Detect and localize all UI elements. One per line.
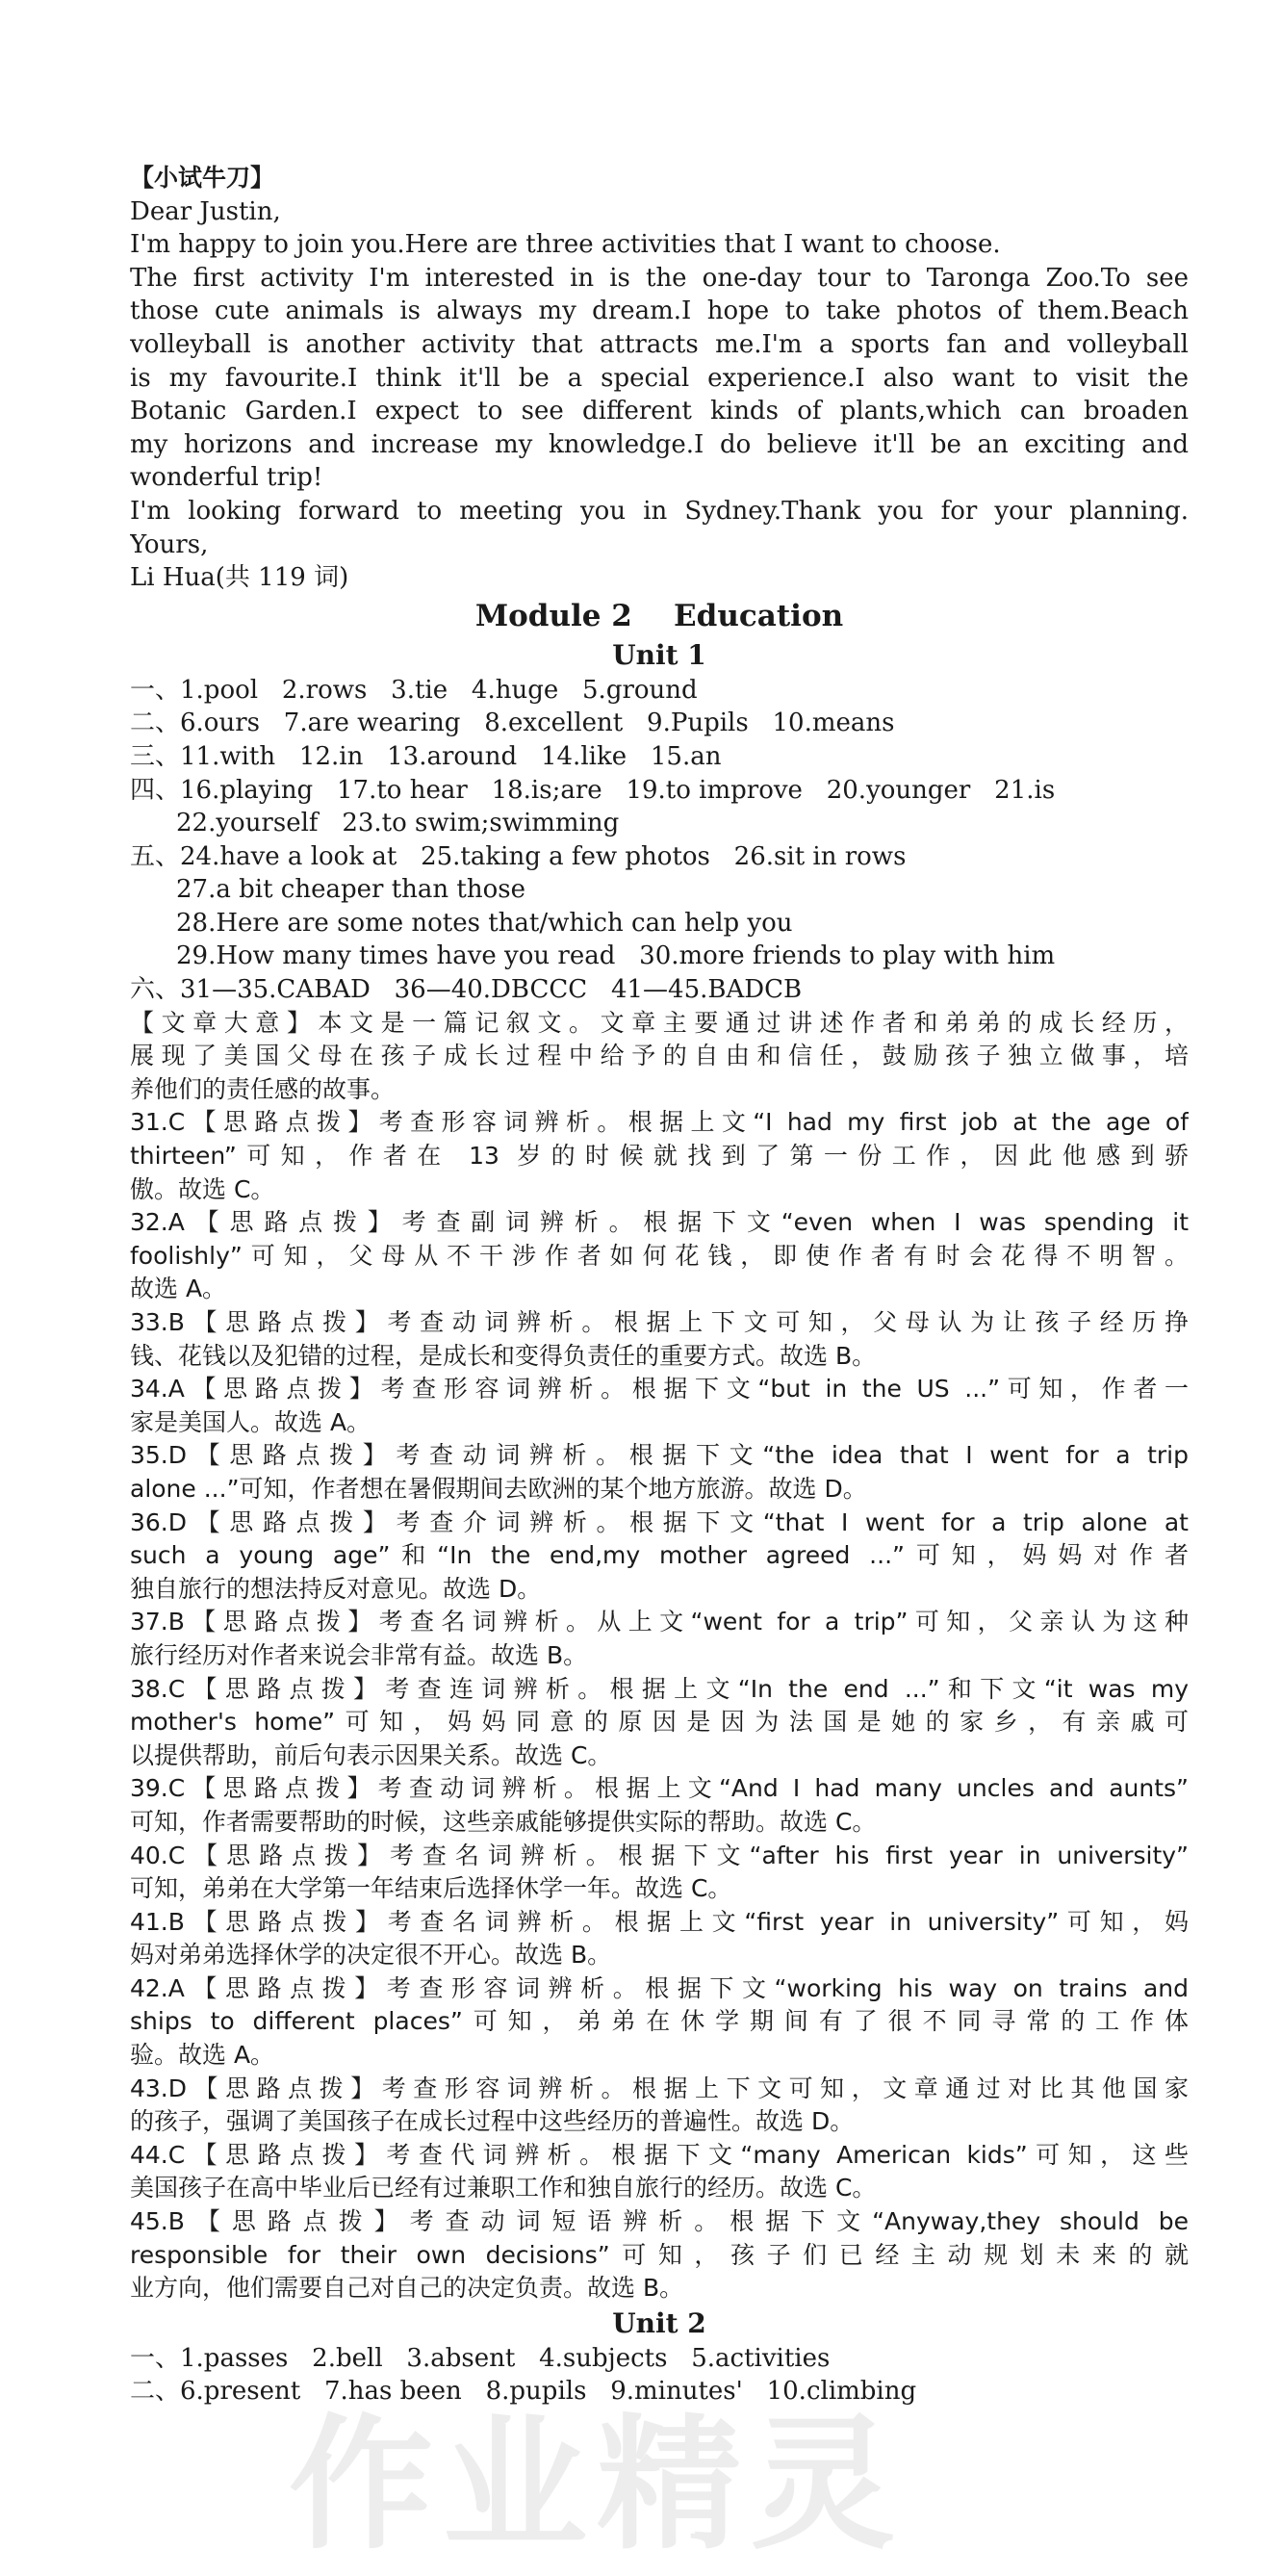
answer-row: 四、16.playing 17.to hear 18.is;are 19.to improve 20.younger 21.is [130,775,1056,805]
answer-row: 22.yourself 23.to swim;swimming [176,809,620,838]
explanation-line: 35.D【思路点拨】考查动词辨析。根据下文“the idea that I went for a trip [130,1441,1189,1470]
explanation-line: 故选 A。 [130,1275,227,1303]
explanation-item [130,1606,1189,1672]
essay-line: The first activity I'm interested in is the one-day tour to Taronga Zoo.To see [130,263,1189,293]
essay-line: Botanic Garden.I expect to see different kinds of plants,which can broaden [130,397,1189,426]
explanation-line: 傲。故选 C。 [130,1174,275,1203]
explanation-line: ships to different places”可知，弟弟在休学期间有了很不同寻常的工作体 [130,2007,1189,2036]
explanation-line: 家是美国人。故选 A。 [130,1407,371,1436]
page-content [130,162,1189,2409]
essay-line: I'm happy to join you.Here are three activities that I want to choose. [130,230,1001,260]
explanation-line: 妈对弟弟选择休学的决定很不开心。故选 B。 [130,1941,612,1970]
answer-row: 三、11.with 12.in 13.around 14.like 15.an [130,741,722,771]
explanation-line: 44.C【思路点拨】考查代词辨析。根据下文“many American kids”可知，这些 [130,2140,1189,2169]
unit2-title: Unit 2 [612,2306,706,2339]
watermark: 作业精灵 [289,2402,906,2569]
answer-row: 一、1.passes 2.bell 3.absent 4.subjects 5.activities [130,2343,831,2373]
explanation-item [130,1106,1189,1206]
explanation-line: responsible for their own decisions”可知，孩子们已经主动规划未来的就 [130,2240,1189,2269]
explanation-line: 31.C【思路点拨】考查形容词辨析。根据上文“I had my first job at the age of [130,1108,1189,1137]
explanation-item [130,1906,1189,1972]
answer-row: 28.Here are some notes that/which can help you [176,908,793,938]
explanation-line: 可知，弟弟在大学第一年结束后选择休学一年。故选 C。 [130,1874,732,1903]
explanation-item [130,2139,1189,2205]
explanation-line: 43.D【思路点拨】考查形容词辨析。根据上下文可知，文章通过对比其他国家 [130,2074,1189,2102]
essay-body [130,228,1189,528]
explanation-item [130,1972,1189,2073]
explanation-line: 独自旅行的想法持反对意见。故选 D。 [130,1574,542,1603]
explanation-line: 36.D【思路点拨】考查介词辨析。根据下文“that I went for a trip alone at [130,1507,1189,1536]
explanation-line: 38.C【思路点拨】考查连词辨析。根据上文“In the end ...”和下文“it was my [130,1674,1189,1703]
explanation-line: 32.A【思路点拨】考查副词辨析。根据下文“even when I was spending it [130,1208,1189,1237]
essay-line: wonderful trip! [130,463,323,493]
explanation-line: 验。故选 A。 [130,2041,275,2070]
essay-signature: Li Hua(共 119 词) [130,563,349,593]
explanation-item [130,1772,1189,1839]
explanation-line: thirteen”可知，作者在 13 岁的时候就找到了第一份工作，因此他感到骄 [130,1142,1189,1171]
module-title: Module 2 Education [474,598,844,633]
explanation-line: 33.B【思路点拨】考查动词辨析。根据上下文可知，父母认为让孩子经历挣 [130,1308,1189,1336]
explanation-line: 37.B【思路点拨】考查名词辨析。从上文“went for a trip”可知，父亲认为这种 [130,1608,1189,1636]
answer-row: 27.a bit cheaper than those [176,875,525,905]
explanation-item [130,1306,1189,1373]
explanation-item [130,1373,1189,1439]
explanation-line: 40.C【思路点拨】考查名词辨析。根据下文“after his first year in university” [130,1841,1189,1869]
answer-row: 一、1.pool 2.rows 3.tie 4.huge 5.ground [130,675,698,705]
explanation-line: 业方向，他们需要自己对自己的决定负责。故选 B。 [130,2274,684,2303]
answer-row: 六、31—35.CABAD 36—40.DBCCC 41—45.BADCB [130,975,803,1005]
answer-row: 29.How many times have you read 30.more friends to play with him [176,941,1056,971]
explanation-line: foolishly”可知，父母从不干涉作者如何花钱，即使作者有时会花得不明智。 [130,1241,1189,1270]
summary-line: 养他们的责任感的故事。 [130,1074,396,1103]
essay-greeting: Dear Justin, [130,196,281,226]
explanation-item [130,1673,1189,1773]
explanation-line: 美国孩子在高中毕业后已经有过兼职工作和独自旅行的经历。故选 C。 [130,2174,877,2202]
explanation-line: 可知，作者需要帮助的时候，这些亲戚能够提供实际的帮助。故选 C。 [130,1807,877,1836]
explanation-line: 钱、花钱以及犯错的过程，是成长和变得负责任的重要方式。故选 B。 [130,1341,877,1370]
explanation-line: 41.B【思路点拨】考查名词辨析。根据上文“first year in university”可知，妈 [130,1907,1189,1936]
essay-line: volleyball is another activity that attracts me.I'm a sports fan and volleyball [130,329,1189,359]
summary-line: 展现了美国父母在孩子成长过程中给予的自由和信任，鼓励孩子独立做事，培 [130,1042,1189,1070]
explanation-item [130,1507,1189,1607]
explanation-line: such a young age”和“In the end,my mother agreed ...”可知，妈妈对作者 [130,1541,1189,1570]
answer-row: 二、6.present 7.has been 8.pupils 9.minutes' 10.climbing [130,2377,917,2407]
explanation-item [130,1439,1189,1506]
explanation-line: mother's home”可知，妈妈同意的原因是因为法国是她的家乡，有亲戚可 [130,1708,1189,1737]
summary-line: 【文章大意】本文是一篇记叙文。文章主要通过讲述作者和弟弟的成长经历， [130,1008,1189,1037]
explanation-line: 45.B【思路点拨】考查动词短语辨析。根据下文“Anyway,they should be [130,2207,1189,2236]
unit1-answers [130,674,1189,1007]
explanation-item [130,2205,1189,2306]
answer-row: 五、24.have a look at 25.taking a few photos 26.sit in rows [130,841,907,871]
explanations [130,1106,1189,2305]
answer-row: 二、6.ours 7.are wearing 8.excellent 9.Pupils 10.means [130,708,895,738]
essay-line: my horizons and increase my knowledge.I do believe it'll be an exciting and [130,429,1189,459]
essay-line: is my favourite.I think it'll be a special experience.I also want to visit the [130,363,1189,393]
explanation-line: 以提供帮助，前后句表示因果关系。故选 C。 [130,1740,612,1769]
explanation-item [130,1206,1189,1306]
article-summary [130,1007,1189,1107]
essay-heading: 【小试牛刀】 [130,164,275,192]
explanation-line: 旅行经历对作者来说会非常有益。故选 B。 [130,1640,588,1669]
unit1-title: Unit 1 [612,638,706,671]
explanation-line: 的孩子，强调了美国孩子在成长过程中这些经历的普遍性。故选 D。 [130,2107,855,2136]
essay-line: I'm looking forward to meeting you in Sydney.Thank you for your planning. [130,496,1189,526]
explanation-item [130,2073,1189,2139]
explanation-item [130,1840,1189,1906]
explanation-line: 34.A【思路点拨】考查形容词辨析。根据下文“but in the US ...”可知，作者一 [130,1375,1189,1404]
essay-closing: Yours, [130,529,209,559]
explanation-line: 39.C【思路点拨】考查动词辨析。根据上文“And I had many uncles and aunts” [130,1774,1189,1803]
explanation-line: alone ...”可知，作者想在暑假期间去欧洲的某个地方旅游。故选 D。 [130,1474,867,1503]
explanation-line: 42.A【思路点拨】考查形容词辨析。根据下文“working his way on trains and [130,1973,1189,2002]
essay-line: those cute animals is always my dream.I hope to take photos of them.Beach [130,296,1189,326]
